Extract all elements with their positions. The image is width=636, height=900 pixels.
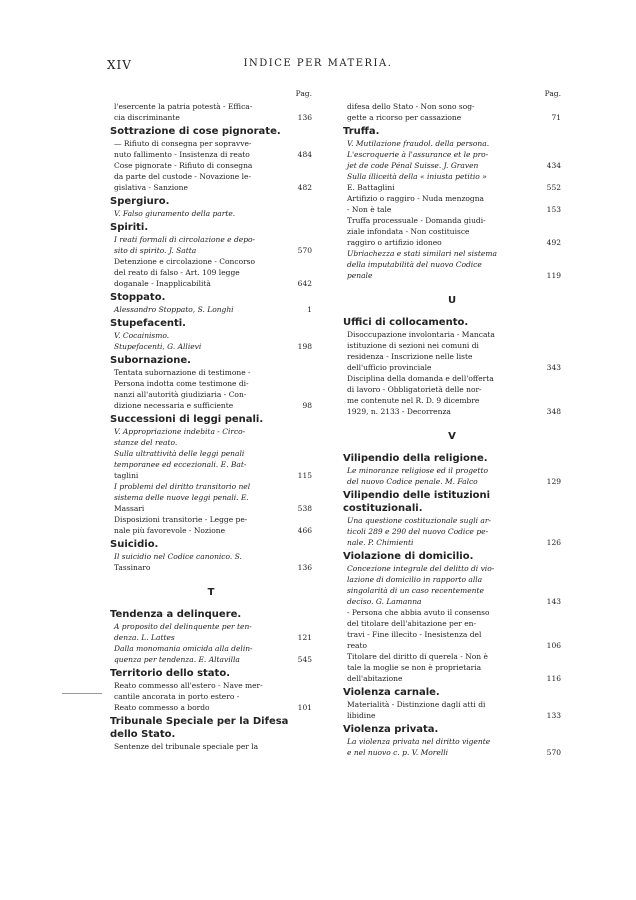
index-entry — [343, 329, 561, 340]
index-entry — [110, 138, 312, 149]
entry-text: V. Appropriazione indebita - Circo- — [114, 427, 246, 436]
index-entry — [343, 204, 561, 215]
index-heading: Tendenza a delinquere. — [110, 609, 242, 620]
index-entry — [343, 340, 561, 351]
index-heading: Vilipendio delle istituzioni costituzionali. — [343, 490, 491, 514]
index-entry — [110, 503, 312, 514]
entry-text: sito di spirito. J. Satta — [114, 246, 197, 255]
entry-text: Persona indotta come testimone di- — [114, 379, 249, 388]
entry-text: Le minoranze religiose ed il progetto — [347, 466, 489, 475]
entry-page: 116 — [546, 674, 561, 683]
index-entry — [343, 563, 561, 574]
index-entry — [110, 278, 312, 289]
entry-text: Cose pignorate - Rifiuto di consegna — [114, 161, 253, 170]
index-entry — [343, 384, 561, 395]
section-letter: V — [448, 431, 456, 442]
index-entry — [343, 406, 561, 417]
entry-text: Sulla illiceità della « iniusta petitio » — [347, 172, 487, 181]
entry-text: Disoccupazione involontaria - Mancata — [347, 330, 495, 339]
entry-text: residenza - Inscrizione nelle liste — [347, 352, 473, 361]
index-entry — [110, 481, 312, 492]
index-heading: Truffa. — [343, 126, 380, 137]
entry-page: 1 — [307, 305, 312, 314]
page-title: INDICE PER MATERIA. — [243, 58, 393, 69]
index-entry — [110, 551, 312, 562]
index-entry — [343, 629, 561, 640]
index-entry — [110, 389, 312, 400]
index-entry — [343, 193, 561, 204]
entry-page: 198 — [297, 342, 312, 351]
entry-page: 98 — [302, 401, 312, 410]
entry-page: 484 — [297, 150, 312, 159]
entry-text: Sentenze del tribunale speciale per la — [114, 742, 259, 751]
index-entry — [343, 607, 561, 618]
entry-text: - Persona che abbia avuto il consenso — [347, 608, 490, 617]
entry-text: ziale infondata - Non costituisce — [347, 227, 470, 236]
index-entry — [343, 476, 561, 487]
index-entry — [110, 492, 312, 503]
entry-text: Tentata subornazione di testimone - — [114, 368, 251, 377]
index-entry — [343, 710, 561, 721]
index-entry — [343, 373, 561, 384]
index-entry — [110, 267, 312, 278]
entry-page: 71 — [551, 113, 561, 122]
index-entry — [110, 654, 312, 665]
index-entry — [343, 160, 561, 171]
entry-text: Dalla monomania omicida alla delin- — [114, 644, 253, 653]
index-heading: Spergiuro. — [110, 196, 170, 207]
index-entry — [110, 149, 312, 160]
entry-text: raggiro o artifizio idoneo — [347, 238, 442, 247]
index-heading: Violazione di domicilio. — [343, 551, 474, 562]
entry-text: dizione necessaria e sufficiente — [114, 401, 234, 410]
pag-label-left: Pag. — [295, 89, 312, 98]
index-entry — [343, 736, 561, 747]
index-entry — [110, 182, 312, 193]
entry-text: I problemi del diritto transitorio nel — [114, 482, 251, 491]
entry-text: doganale - Inapplicabilità — [114, 279, 211, 288]
entry-page: 482 — [297, 183, 312, 192]
index-entry — [343, 526, 561, 537]
index-heading: Territorio dello stato. — [110, 668, 231, 679]
entry-page: 129 — [546, 477, 561, 486]
index-heading: Violenza carnale. — [343, 687, 440, 698]
entry-page: 101 — [297, 703, 312, 712]
index-heading: Stupefacenti. — [110, 318, 186, 329]
entry-text: Materialità - Distinzione dagli atti di — [347, 700, 486, 709]
entry-page: 552 — [546, 183, 561, 192]
index-heading: Sottrazione di cose pignorate. — [110, 126, 281, 137]
index-entry — [343, 596, 561, 607]
left-column — [110, 88, 312, 752]
entry-page: 492 — [546, 238, 561, 247]
index-entry — [343, 171, 561, 182]
page-header — [0, 58, 636, 74]
section-letter: T — [207, 587, 215, 598]
index-entry — [110, 470, 312, 481]
entry-text: nale. P. Chimienti — [347, 538, 414, 547]
entry-page: 434 — [546, 161, 561, 170]
entry-page: 136 — [297, 113, 312, 122]
entry-text: singolarità di un caso recentemente — [347, 586, 484, 595]
right-column — [343, 88, 561, 758]
index-entry — [343, 395, 561, 406]
index-entry — [343, 585, 561, 596]
index-entry — [343, 149, 561, 160]
index-entry — [343, 537, 561, 548]
entry-text: Detenzione e circolazione - Concorso — [114, 257, 256, 266]
entry-text: sistema delle nuove leggi penali. E. — [114, 493, 249, 502]
index-heading: Spiriti. — [110, 222, 149, 233]
entry-text: Ubriachezza e stati similari nel sistema — [347, 249, 497, 258]
index-entry — [343, 215, 561, 226]
index-entry — [343, 248, 561, 259]
index-entry — [110, 101, 312, 112]
index-heading: Uffici di collocamento. — [343, 317, 469, 328]
index-entry — [343, 362, 561, 373]
index-entry — [110, 437, 312, 448]
index-entry — [343, 112, 561, 123]
index-heading: Stoppato. — [110, 292, 166, 303]
entry-page: 545 — [297, 655, 312, 664]
entry-text: Truffa processuale - Domanda giudi- — [347, 216, 486, 225]
index-entry — [343, 651, 561, 662]
index-entry — [343, 515, 561, 526]
entry-text: di lavoro - Obbligatorietà delle nor- — [347, 385, 482, 394]
entry-page: 126 — [546, 538, 561, 547]
entry-page: 143 — [546, 597, 561, 606]
index-entry — [343, 237, 561, 248]
entry-text: Una questione costituzionale sugli ar- — [347, 516, 491, 525]
entry-text: gislativa - Sanzione — [114, 183, 188, 192]
index-entry — [110, 378, 312, 389]
entry-page: 136 — [297, 563, 312, 572]
index-heading: Vilipendio della religione. — [343, 453, 488, 464]
entry-page: 570 — [297, 246, 312, 255]
index-entry — [110, 459, 312, 470]
entry-text: reato — [347, 641, 368, 650]
entry-page: 538 — [297, 504, 312, 513]
index-entry — [110, 525, 312, 536]
entry-page: 343 — [546, 363, 561, 372]
entry-text: quenza per tendenza. E. Altavilla — [114, 655, 240, 664]
section-letter: U — [447, 295, 457, 306]
page-number-roman: XIV — [107, 58, 132, 72]
entry-text: 1929, n. 2133 - Decorrenza — [347, 407, 451, 416]
index-entry — [110, 400, 312, 411]
entry-text: Concezione integrale del delitto di vio- — [347, 564, 495, 573]
entry-text: del nuovo Codice penale. M. Falco — [347, 477, 478, 486]
index-entry — [110, 562, 312, 573]
index-entry — [343, 574, 561, 585]
index-entry — [343, 351, 561, 362]
index-entry — [343, 673, 561, 684]
index-entry — [110, 208, 312, 219]
index-heading: Violenza privata. — [343, 724, 439, 735]
entry-text: V. Falso giuramento della parte. — [114, 209, 236, 218]
entry-text: Il suicidio nel Codice canonico. S. — [114, 552, 242, 561]
entry-text: - Non è tale — [347, 205, 392, 214]
entry-text: difesa dello Stato - Non sono sog- — [347, 102, 475, 111]
entry-text: libidine — [347, 711, 376, 720]
entry-text: Reato commesso all'estero - Nave mer- — [114, 681, 263, 690]
entry-text: nuto fallimento - Insistenza di reato — [114, 150, 250, 159]
index-entry — [110, 245, 312, 256]
entry-text: V. Cocainismo. — [114, 331, 170, 340]
index-heading: Successioni di leggi penali. — [110, 414, 264, 425]
entry-text: del reato di falso - Art. 109 legge — [114, 268, 240, 277]
entry-text: La violenza privata nel diritto vigente — [347, 737, 491, 746]
entry-text: Titolare del diritto di querela - Non è — [347, 652, 488, 661]
entry-text: tale la moglie se non è proprietaria — [347, 663, 482, 672]
entry-text: istituzione di sezioni nei comuni di — [347, 341, 479, 350]
entry-text: taglini — [114, 471, 139, 480]
entry-page: 121 — [297, 633, 312, 642]
entry-text: Stupefacenti, G. Allievi — [114, 342, 202, 351]
index-entry — [343, 182, 561, 193]
pag-label-right: Pag. — [544, 89, 561, 98]
index-entry — [343, 101, 561, 112]
index-entry — [110, 112, 312, 123]
index-entry — [343, 618, 561, 629]
entry-text: travi - Fine illecito - Inesistenza del — [347, 630, 482, 639]
entry-page: 642 — [297, 279, 312, 288]
entry-text: penale — [347, 271, 373, 280]
entry-page: 153 — [546, 205, 561, 214]
entry-page: 466 — [297, 526, 312, 535]
margin-mark — [62, 693, 102, 694]
entry-text: del titolare dell'abitazione per en- — [347, 619, 477, 628]
entry-text: I reati formali di circolazione e depo- — [114, 235, 256, 244]
index-heading: Tribunale Speciale per la Difesa dello Stato. — [110, 716, 289, 740]
index-entry — [343, 226, 561, 237]
index-heading: Suicidio. — [110, 539, 159, 550]
entry-page: 570 — [546, 748, 561, 757]
index-entry — [110, 680, 312, 691]
entry-text: E. Battaglini — [347, 183, 395, 192]
index-entry — [110, 341, 312, 352]
index-entry — [343, 270, 561, 281]
entry-page: 133 — [546, 711, 561, 720]
index-entry — [110, 304, 312, 315]
entry-text: A proposito del delinquente per ten- — [114, 622, 252, 631]
entry-text: della imputabilità del nuovo Codice — [347, 260, 482, 269]
entry-text: dell'abitazione — [347, 674, 403, 683]
index-entry — [110, 426, 312, 437]
entry-text: da parte del custode - Novazione le- — [114, 172, 251, 181]
index-entry — [110, 691, 312, 702]
index-entry — [343, 138, 561, 149]
index-entry — [343, 747, 561, 758]
entry-text: dell'ufficio provinciale — [347, 363, 432, 372]
entry-text: gette a ricorso per cassazione — [347, 113, 462, 122]
entry-text: cantile ancorata in porto estero - — [114, 692, 240, 701]
entry-text: Disposizioni transitorie - Legge pe- — [114, 515, 248, 524]
entry-text: Tassinaro — [114, 563, 151, 572]
index-entry — [110, 256, 312, 267]
entry-text: ticoli 289 e 290 del nuovo Codice pe- — [347, 527, 489, 536]
entry-page: 348 — [546, 407, 561, 416]
index-entry — [110, 741, 312, 752]
entry-text: — Rifiuto di consegna per sopravve- — [114, 139, 252, 148]
index-entry — [110, 367, 312, 378]
entry-text: L'escroquerie à l'assurance et le pro- — [347, 150, 489, 159]
entry-page: 119 — [546, 271, 561, 280]
index-entry — [343, 640, 561, 651]
entry-text: stanze del reato. — [114, 438, 178, 447]
entry-text: l'esercente la patria potestà - Effica- — [114, 102, 253, 111]
index-heading: Subornazione. — [110, 355, 191, 366]
entry-text: Alessandro Stoppato, S. Longhi — [114, 305, 234, 314]
index-entry — [110, 171, 312, 182]
index-entry — [110, 632, 312, 643]
index-entry — [110, 621, 312, 632]
entry-text: lazione di domicilio in rapporto alla — [347, 575, 483, 584]
entry-text: deciso. G. Lamanna — [347, 597, 422, 606]
entry-text: me contenute nel R. D. 9 dicembre — [347, 396, 480, 405]
index-entry — [343, 259, 561, 270]
entry-text: nanzi all'autorità giudiziaria - Con- — [114, 390, 247, 399]
index-entry — [110, 514, 312, 525]
entry-text: cia discriminante — [114, 113, 180, 122]
index-entry — [343, 465, 561, 476]
entry-text: Sulla ultrattività delle leggi penali — [114, 449, 245, 458]
entry-text: temporanee ed eccezionali. E. Bat- — [114, 460, 247, 469]
entry-text: Disciplina della domanda e dell'offerta — [347, 374, 494, 383]
entry-text: denza. L. Lattes — [114, 633, 175, 642]
entry-text: V. Mutilazione fraudol. della persona. — [347, 139, 490, 148]
index-entry — [110, 234, 312, 245]
index-entry — [110, 330, 312, 341]
index-entry — [110, 702, 312, 713]
index-entry — [110, 448, 312, 459]
entry-text: jet de code Pénal Suisse. J. Graven — [347, 161, 479, 170]
index-entry — [343, 699, 561, 710]
index-entry — [110, 160, 312, 171]
entry-text: nale più favorevole - Nozione — [114, 526, 226, 535]
index-entry — [343, 662, 561, 673]
entry-page: 106 — [546, 641, 561, 650]
entry-text: Massari — [114, 504, 145, 513]
entry-text: Reato commesso a bordo — [114, 703, 210, 712]
entry-text: e nel nuovo c. p. V. Morelli — [347, 748, 449, 757]
entry-text: Artifizio o raggiro - Nuda menzogna — [347, 194, 485, 203]
index-entry — [110, 643, 312, 654]
entry-page: 115 — [297, 471, 312, 480]
